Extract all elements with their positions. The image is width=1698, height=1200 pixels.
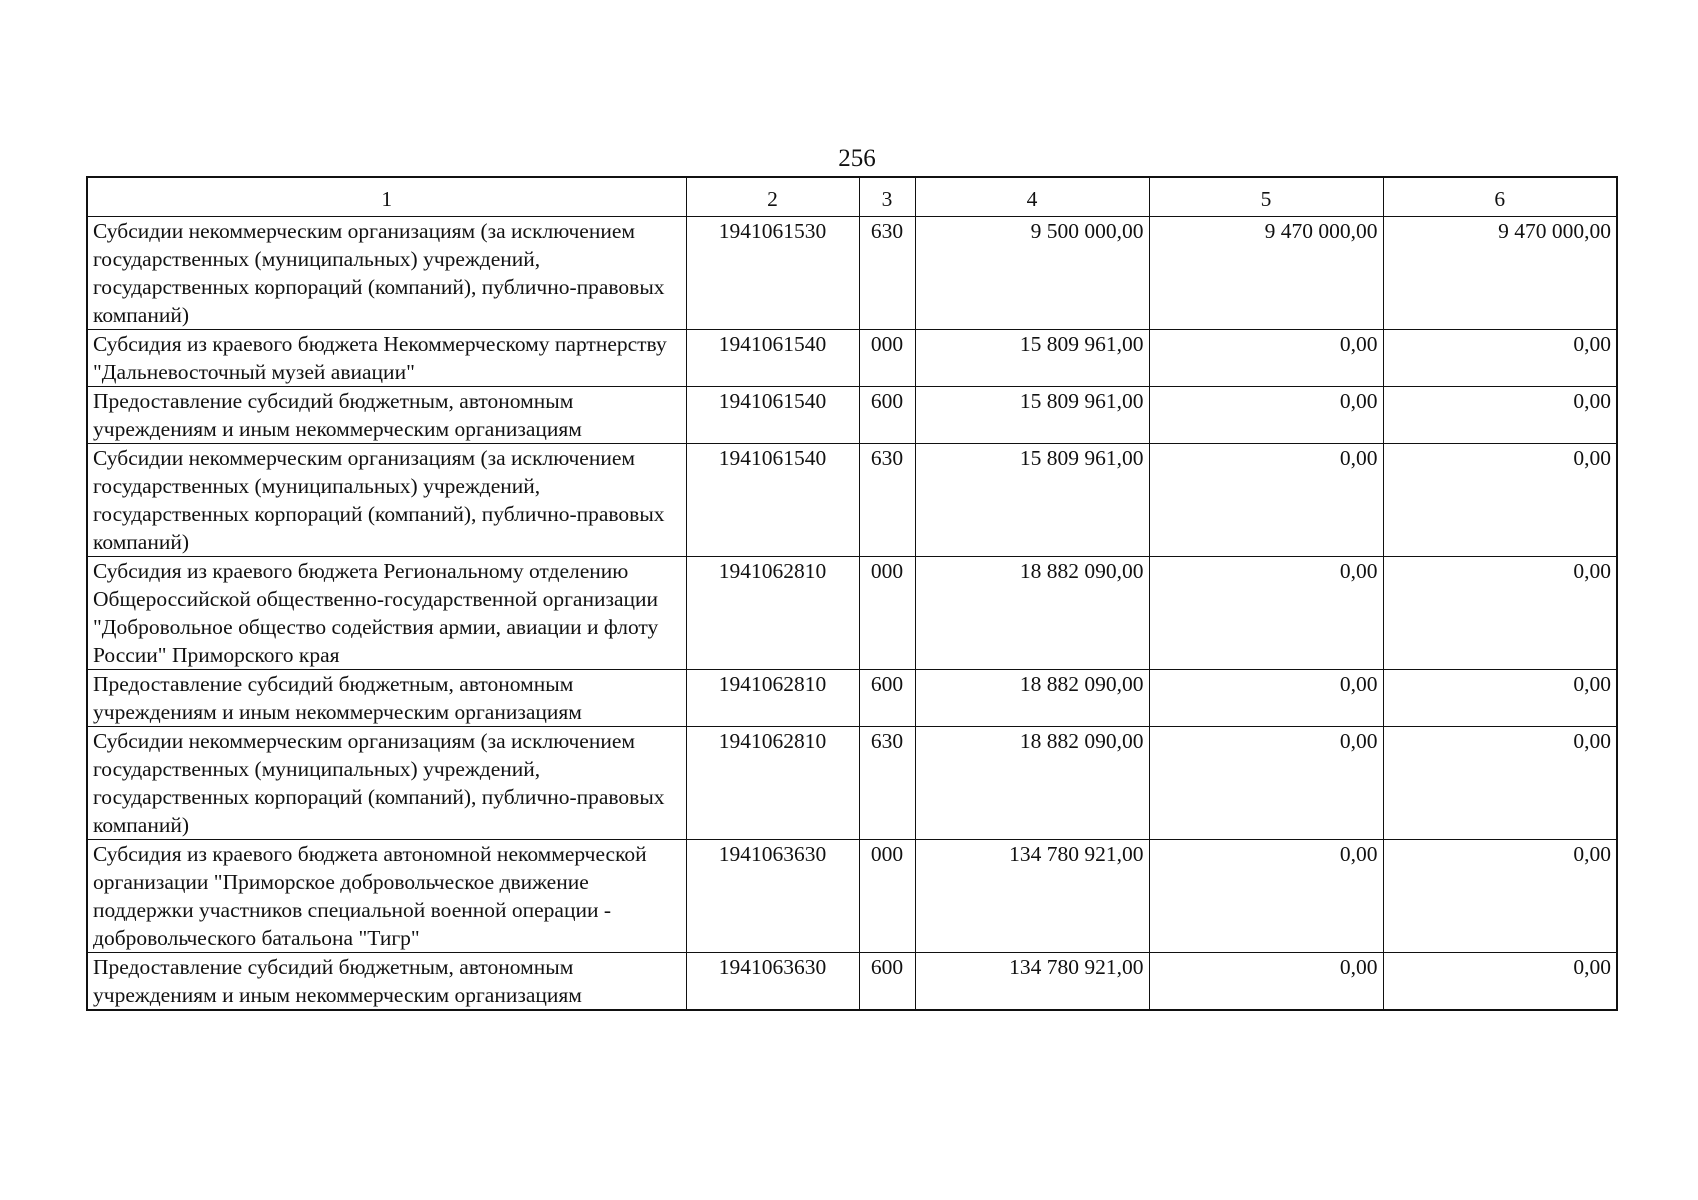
- column-header-6: 6: [1383, 177, 1617, 217]
- amount-col6-cell: 0,00: [1383, 387, 1617, 444]
- code-cell: 1941062810: [686, 727, 859, 840]
- amount-col5-cell: 0,00: [1149, 953, 1383, 1011]
- type-cell: 630: [859, 444, 915, 557]
- amount-col6-cell: 0,00: [1383, 727, 1617, 840]
- type-cell: 630: [859, 727, 915, 840]
- amount-col4-cell: 18 882 090,00: [915, 727, 1149, 840]
- code-cell: 1941061540: [686, 387, 859, 444]
- amount-col4-cell: 9 500 000,00: [915, 217, 1149, 330]
- table-body: [87, 217, 1617, 1011]
- column-header-3: 3: [859, 177, 915, 217]
- description-cell: Предоставление субсидий бюджетным, автономным учреждениям и иным некоммерческим организациям: [87, 387, 686, 444]
- amount-col6-cell: 0,00: [1383, 444, 1617, 557]
- amount-col6-cell: 9 470 000,00: [1383, 217, 1617, 330]
- description-cell: Предоставление субсидий бюджетным, автономным учреждениям и иным некоммерческим организациям: [87, 670, 686, 727]
- table-row: [87, 670, 1617, 727]
- column-header-1: 1: [87, 177, 686, 217]
- table-row: [87, 557, 1617, 670]
- code-cell: 1941061530: [686, 217, 859, 330]
- amount-col5-cell: 0,00: [1149, 840, 1383, 953]
- table-row: [87, 727, 1617, 840]
- table-row: [87, 953, 1617, 1011]
- table-row: [87, 330, 1617, 387]
- amount-col4-cell: 15 809 961,00: [915, 444, 1149, 557]
- amount-col4-cell: 15 809 961,00: [915, 387, 1149, 444]
- type-cell: 600: [859, 670, 915, 727]
- code-cell: 1941062810: [686, 557, 859, 670]
- code-cell: 1941061540: [686, 330, 859, 387]
- column-header-2: 2: [686, 177, 859, 217]
- type-cell: 600: [859, 387, 915, 444]
- amount-col6-cell: 0,00: [1383, 557, 1617, 670]
- table-row: [87, 217, 1617, 330]
- amount-col5-cell: 9 470 000,00: [1149, 217, 1383, 330]
- code-cell: 1941062810: [686, 670, 859, 727]
- description-cell: Субсидии некоммерческим организациям (за исключением государственных (муниципальных) учреждений, государственных корпораций (компаний), публично-правовых компаний): [87, 727, 686, 840]
- table-row: [87, 444, 1617, 557]
- amount-col6-cell: 0,00: [1383, 670, 1617, 727]
- table-row: [87, 840, 1617, 953]
- column-header-5: 5: [1149, 177, 1383, 217]
- amount-col4-cell: 18 882 090,00: [915, 557, 1149, 670]
- description-cell: Предоставление субсидий бюджетным, автономным учреждениям и иным некоммерческим организациям: [87, 953, 686, 1011]
- description-cell: Субсидия из краевого бюджета автономной некоммерческой организации "Приморское добровольческое движение поддержки участников специальной военной операции - добровольческого батальона "Тигр": [87, 840, 686, 953]
- amount-col4-cell: 15 809 961,00: [915, 330, 1149, 387]
- amount-col6-cell: 0,00: [1383, 330, 1617, 387]
- amount-col5-cell: 0,00: [1149, 444, 1383, 557]
- amount-col5-cell: 0,00: [1149, 387, 1383, 444]
- table-row: [87, 387, 1617, 444]
- type-cell: 630: [859, 217, 915, 330]
- amount-col5-cell: 0,00: [1149, 557, 1383, 670]
- amount-col5-cell: 0,00: [1149, 727, 1383, 840]
- header-row: [87, 177, 1617, 217]
- budget-table: [86, 176, 1618, 1011]
- description-cell: Субсидия из краевого бюджета Некоммерческому партнерству "Дальневосточный музей авиации": [87, 330, 686, 387]
- amount-col6-cell: 0,00: [1383, 953, 1617, 1011]
- type-cell: 000: [859, 840, 915, 953]
- column-header-4: 4: [915, 177, 1149, 217]
- amount-col5-cell: 0,00: [1149, 670, 1383, 727]
- code-cell: 1941063630: [686, 840, 859, 953]
- amount-col4-cell: 134 780 921,00: [915, 840, 1149, 953]
- code-cell: 1941061540: [686, 444, 859, 557]
- page-number: 256: [838, 145, 876, 172]
- description-cell: Субсидии некоммерческим организациям (за исключением государственных (муниципальных) учреждений, государственных корпораций (компаний), публично-правовых компаний): [87, 217, 686, 330]
- code-cell: 1941063630: [686, 953, 859, 1011]
- description-cell: Субсидии некоммерческим организациям (за исключением государственных (муниципальных) учреждений, государственных корпораций (компаний), публично-правовых компаний): [87, 444, 686, 557]
- amount-col4-cell: 134 780 921,00: [915, 953, 1149, 1011]
- amount-col4-cell: 18 882 090,00: [915, 670, 1149, 727]
- type-cell: 000: [859, 557, 915, 670]
- type-cell: 000: [859, 330, 915, 387]
- description-cell: Субсидия из краевого бюджета Региональному отделению Общероссийской общественно-государственной организации "Добровольное общество содействия армии, авиации и флоту России" Приморского края: [87, 557, 686, 670]
- amount-col6-cell: 0,00: [1383, 840, 1617, 953]
- table-header: [87, 177, 1617, 217]
- type-cell: 600: [859, 953, 915, 1011]
- amount-col5-cell: 0,00: [1149, 330, 1383, 387]
